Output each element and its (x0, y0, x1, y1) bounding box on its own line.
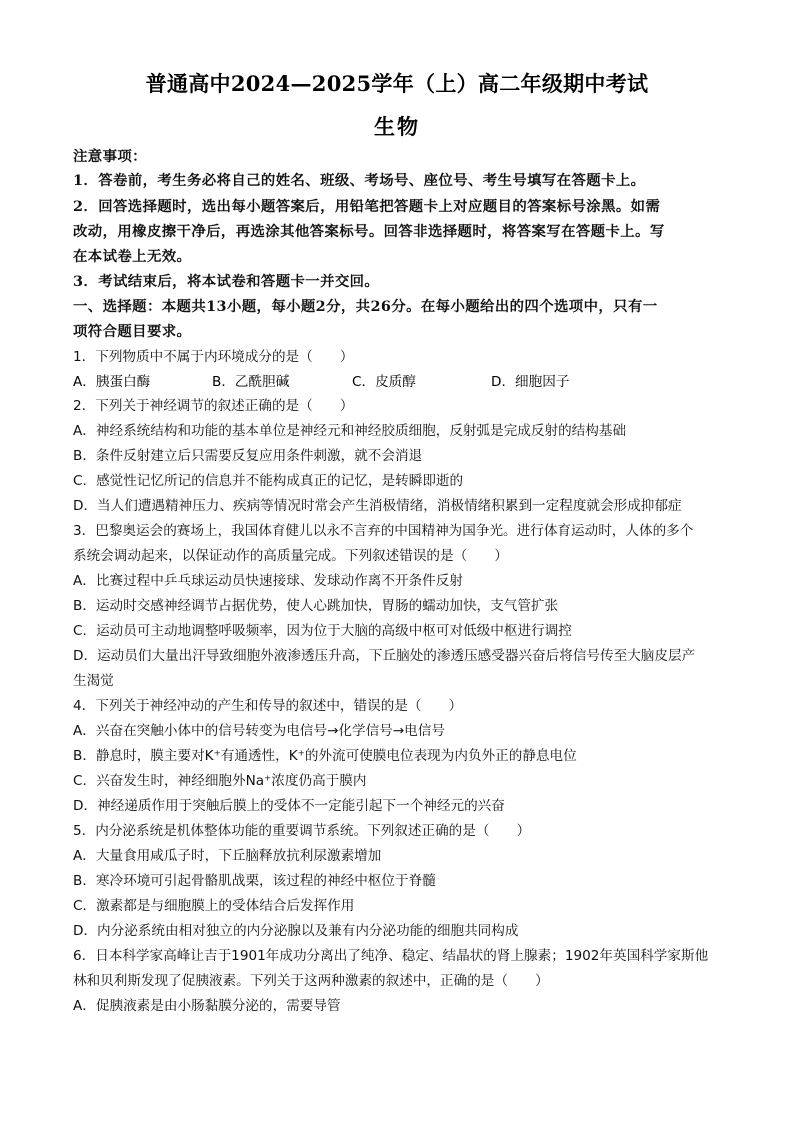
q4-option-d: D．神经递质作用于突触后膜上的受体不一定能引起下一个神经元的兴奋 (73, 798, 505, 814)
q2-option-a: A．神经系统结构和功能的基本单位是神经元和神经胶质细胞，反射弧是完成反射的结构基础 (73, 423, 627, 439)
question-5-stem: 5．内分泌系统是机体整体功能的重要调节系统。下列叙述正确的是（ ） (73, 823, 531, 839)
section-heading: 一、选择题：本题共13小题，每小题2分，共26分。在每小题给出的四个选项中，只有一 (73, 298, 658, 315)
section-heading-cont: 项符合题目要求。 (73, 323, 192, 340)
q5-option-d: D．内分泌系统由相对独立的内分泌腺以及兼有内分泌功能的细胞共同构成 (73, 923, 519, 939)
question-6-stem-cont: 林和贝利斯发现了促胰液素。下列关于这两种激素的叙述中，正确的是（ ） (73, 973, 549, 989)
q3-option-a: A．比赛过程中乒乓球运动员快速接球、发球动作离不开条件反射 (73, 573, 463, 589)
notice-item-3: 3．考试结束后，将本试卷和答题卡一并交回。 (73, 273, 380, 290)
q1-option-b: B．乙酰胆碱 (212, 374, 290, 390)
q1-option-d: D．细胞因子 (491, 374, 570, 390)
q4-option-a: A．兴奋在突触小体中的信号转变为电信号→化学信号→电信号 (73, 723, 445, 739)
q2-option-c: C．感觉性记忆所记的信息并不能构成真正的记忆，是转瞬即逝的 (73, 473, 464, 489)
notice-item-2-cont: 改动，用橡皮擦干净后，再选涂其他答案标号。回答非选择题时，将答案写在答题卡上。写 (73, 223, 665, 240)
q6-option-a: A．促胰液素是由小肠黏膜分泌的，需要导管 (73, 998, 341, 1014)
exam-title: 普通高中2024—2025学年（上）高二年级期中考试 (145, 71, 649, 96)
q4-option-c: C．兴奋发生时，神经细胞外Na⁺浓度仍高于膜内 (73, 773, 367, 789)
question-3-stem: 3．巴黎奥运会的赛场上，我国体育健儿以永不言弃的中国精神为国争光。进行体育运动时，人体的多个 (73, 523, 694, 539)
q3-option-c: C．运动员可主动地调整呼吸频率，因为位于大脑的高级中枢可对低级中枢进行调控 (73, 623, 572, 639)
q3-option-d: D．运动员们大量出汗导致细胞外液渗透压升高，下丘脑处的渗透压感受器兴奋后将信号传至大脑皮层产 (73, 648, 696, 664)
q1-option-a: A．胰蛋白酶 (73, 374, 151, 390)
subject-title: 生物 (374, 114, 420, 139)
notice-item-1: 1．答卷前，考生务必将自己的姓名、班级、考场号、座位号、考生号填写在答题卡上。 (73, 172, 646, 189)
q5-option-a: A．大量食用咸瓜子时，下丘脑释放抗利尿激素增加 (73, 848, 382, 864)
question-3-stem-cont: 系统会调动起来，以保证动作的高质量完成。下列叙述错误的是（ ） (73, 548, 508, 564)
q2-option-d: D．当人们遭遇精神压力、疾病等情况时常会产生消极情绪，消极情绪积累到一定程度就会形成抑郁症 (73, 498, 682, 514)
q4-option-b: B．静息时，膜主要对K⁺有通透性，K⁺的外流可使膜电位表现为内负外正的静息电位 (73, 748, 577, 764)
question-2-stem: 2．下列关于神经调节的叙述正确的是（ ） (73, 398, 354, 414)
q3-option-d-cont: 生渴觉 (73, 673, 114, 689)
q5-option-c: C．激素都是与细胞膜上的受体结合后发挥作用 (73, 898, 355, 914)
notice-item-2-end: 在本试卷上无效。 (73, 248, 192, 265)
question-6-stem: 6．日本科学家高峰让吉于1901年成功分离出了纯净、稳定、结晶状的肾上腺素；1902年英国科学家斯他 (73, 948, 709, 964)
q5-option-b: B．寒冷环境可引起骨骼肌战栗，该过程的神经中枢位于脊髓 (73, 873, 436, 889)
q3-option-b: B．运动时交感神经调节占据优势，使人心跳加快，胃肠的蠕动加快，支气管扩张 (73, 598, 559, 614)
q1-option-c: C．皮质醇 (352, 374, 416, 390)
question-4-stem: 4．下列关于神经冲动的产生和传导的叙述中，错误的是（ ） (73, 698, 463, 714)
q2-option-b: B．条件反射建立后只需要反复应用条件刺激，就不会消退 (73, 448, 423, 464)
question-1-options (73, 373, 723, 391)
question-1-stem: 1．下列物质中不属于内环境成分的是（ ） (73, 349, 354, 365)
notice-heading: 注意事项： (73, 148, 147, 165)
notice-item-2: 2．回答选择题时，选出每小题答案后，用铅笔把答题卡上对应题目的答案标号涂黑。如需 (73, 198, 661, 215)
